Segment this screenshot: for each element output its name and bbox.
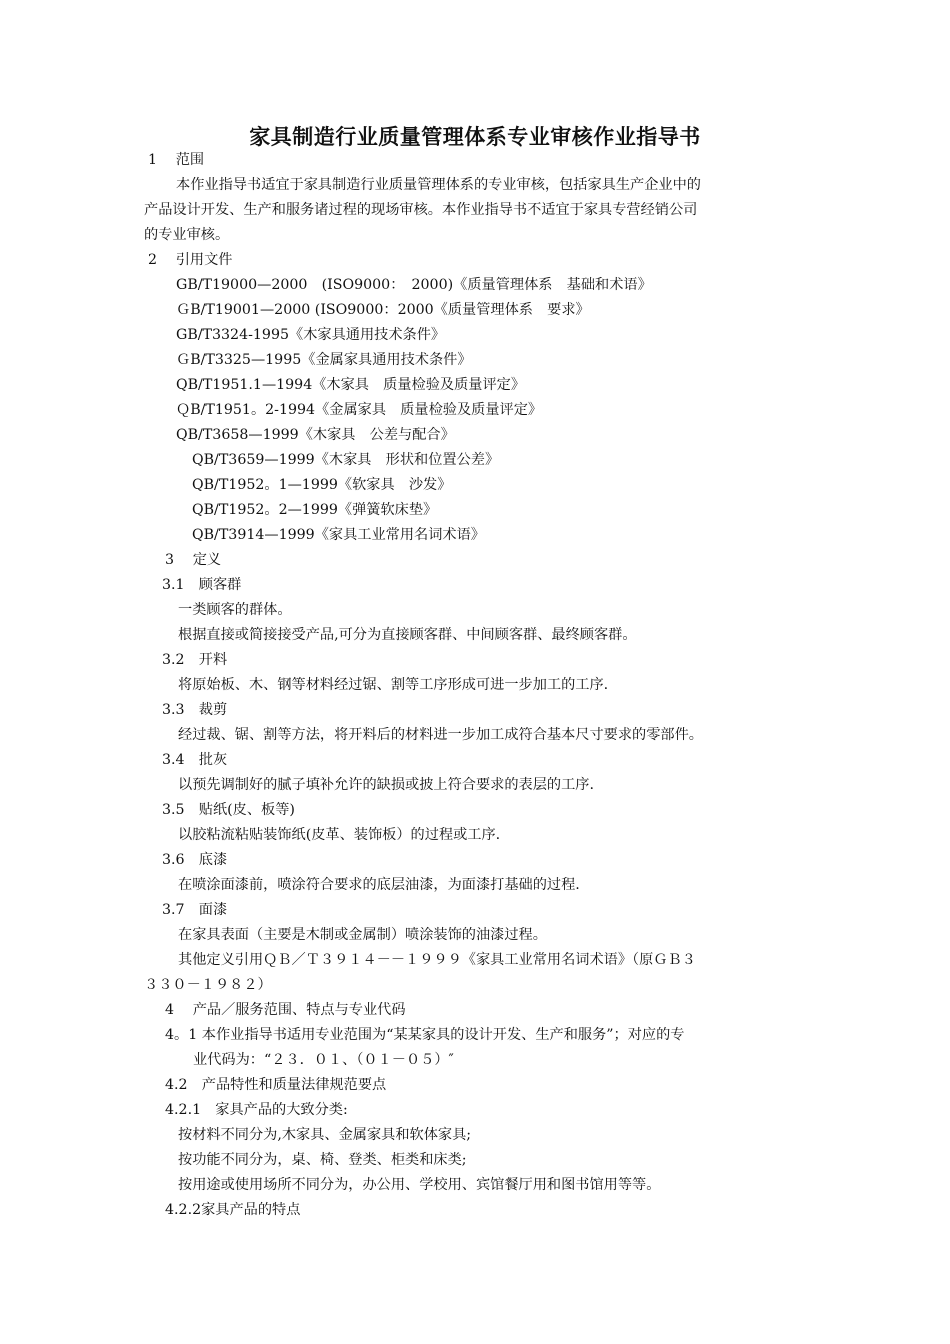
paragraph-line: 根据直接或简接接受产品,可分为直接顾客群、中间顾客群、最终顾客群。 [178,627,637,643]
reference-item: QB/T1952。1—1999《软家具 沙发》 [192,477,452,493]
paragraph-line: 以预先调制好的腻子填补允许的缺损或披上符合要求的表层的工序. [178,777,594,793]
subsection-heading: 4.2.2家具产品的特点 [165,1202,301,1218]
subsection-heading: 3.5 贴纸(皮、板等) [162,802,295,818]
subsection-heading: 3.2 开料 [162,652,228,668]
reference-item: QB/T3914—1999《家具工业常用名词术语》 [192,527,485,543]
subsection-heading: 3.4 批灰 [162,752,228,768]
paragraph-line: 在喷涂面漆前，喷涂符合要求的底层油漆，为面漆打基础的过程. [178,877,580,893]
reference-item: QB/T1952。2—1999《弹簧软床垫》 [192,502,438,518]
reference-item: QB/T1951.1—1994《木家具 质量检验及质量评定》 [176,377,526,393]
paragraph-line: 的专业审核。 [144,227,230,243]
section-2-heading: 2 引用文件 [148,252,233,268]
section-1-heading: 1 范围 [148,152,205,168]
reference-item: ＧB/T19001—2000 (ISO9000：2000《质量管理体系 要求》 [176,302,590,318]
reference-item: ＧB/T3325—1995《金属家具通用技术条件》 [176,352,472,368]
subsection-heading: 4.2 产品特性和质量法律规范要点 [165,1077,387,1093]
paragraph-line: 按材料不同分为,木家具、金属家具和软体家具; [178,1127,472,1143]
subsection-heading: 3.1 顾客群 [162,577,242,593]
document-title: 家具制造行业质量管理体系专业审核作业指导书 [249,125,701,149]
reference-item: GB/T19000—2000 (ISO9000： 2000)《质量管理体系 基础和术语》 [176,277,652,293]
paragraph-line: 经过裁、锯、割等方法，将开料后的材料进一步加工成符合基本尺寸要求的零部件。 [178,727,703,743]
paragraph-line: 业代码为：“２３．０１、（０１－０５）″ [193,1052,454,1068]
subsection-heading: 3.6 底漆 [162,852,228,868]
subsection-heading: 3.3 裁剪 [162,702,228,718]
paragraph-line: 按用途或使用场所不同分为，办公用、学校用、宾馆餐厅用和图书馆用等等。 [178,1177,661,1193]
paragraph-line: 在家具表面（主要是木制或金属制）喷涂装饰的油漆过程。 [178,927,547,943]
paragraph-line: 将原始板、木、钢等材料经过锯、割等工序形成可进一步加工的工序. [178,677,609,693]
paragraph-line: ３３０－１９８２） [144,977,272,993]
section-4-heading: 4 产品／服务范围、特点与专业代码 [165,1002,406,1018]
paragraph-line: 本作业指导书适宜于家具制造行业质量管理体系的专业审核，包括家具生产企业中的 [176,177,701,193]
paragraph-line: 以胶粘流粘贴装饰纸(皮革、装饰板）的过程或工序. [178,827,501,843]
subsection-heading: 3.7 面漆 [162,902,228,918]
subsection-heading: 4.2.1 家具产品的大致分类: [165,1102,348,1118]
reference-item: QB/T3658—1999《木家具 公差与配合》 [176,427,455,443]
subsection-heading: 4。1 本作业指导书适用专业范围为“某某家具的设计开发、生产和服务”；对应的专 [165,1027,685,1043]
paragraph-line: 一类顾客的群体。 [178,602,292,618]
section-3-heading: 3 定义 [165,552,222,568]
reference-item: GB/T3324-1995《木家具通用技术条件》 [176,327,446,343]
paragraph-line: 其他定义引用ＱＢ／Ｔ３９１４－－１９９９《家具工业常用名词术语》（原ＧＢ３ [178,952,696,968]
reference-item: ＱB/T1951。2-1994《金属家具 质量检验及质量评定》 [176,402,543,418]
paragraph-line: 按功能不同分为，桌、椅、登类、柜类和床类; [178,1152,467,1168]
reference-item: QB/T3659—1999《木家具 形状和位置公差》 [192,452,500,468]
paragraph-line: 产品设计开发、生产和服务诸过程的现场审核。本作业指导书不适宜于家具专营经销公司 [144,202,698,218]
